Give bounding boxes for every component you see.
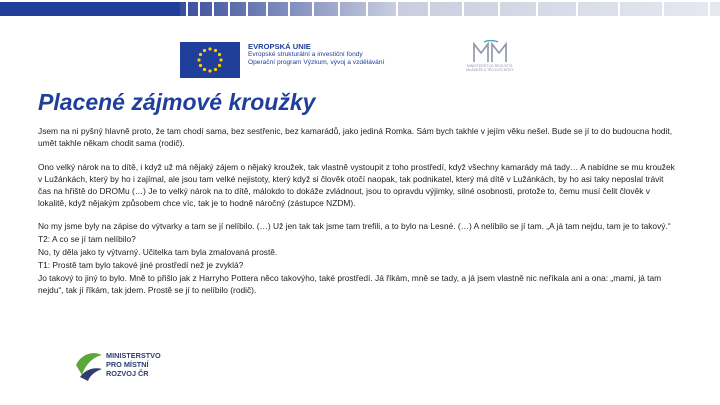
header-logos (180, 38, 520, 78)
ministry-logo (72, 345, 212, 389)
paragraph-1: Jsem na ni pyšný hlavně proto, že tam chodí sama, bez sestřenic, bez kamarádů, jako jediná Romka. Sám bych takhle v jejím věku nešel. Bude se jí to do budoucna hodit, umět takhle někam chodit sama (rodič). (38, 126, 673, 148)
header-decorative-bars (0, 2, 720, 18)
ministry-line1: MINISTERSTVO (106, 351, 161, 360)
eu-line1: Evropské strukturální a investiční fondy (248, 51, 363, 58)
dialogue-block (38, 221, 678, 296)
header-bar-stripes (0, 2, 720, 18)
eu-name: EVROPSKÁ UNIE (248, 42, 311, 51)
eu-logo-text (248, 43, 438, 67)
dialogue-line-2: T2: A co se jí tam nelíbilo? (38, 234, 136, 245)
msmt-logo-text (450, 64, 530, 73)
msmt-line2: MLÁDEŽE A TĚLOVÝCHOVY (466, 68, 514, 73)
msmt-line1: MINISTERSTVO ŠKOLSTVÍ, (466, 64, 514, 68)
slide-body (38, 126, 678, 298)
eu-flag-icon (180, 42, 240, 78)
paragraph-2: Ono velký nárok na to dítě, i když už má nějaký zájem o nějaký kroužek, tak vlastně vystoupit z toho prostředí, když všechny kamarády má tady… A nabídne se mu kroužek v Lužánkách, který by ho i zajímal, ale jsou tam velké nejistoty, který když si člověk otočí naopak, tak podnikatel, který má dítě v Lužánkách, by ho asi taky neposlal trávit čas na hřiště do DROMu (…) Je to velký nárok na to dítě, málokdo to dokáže zvládnout, jsou to opravdu výjimky, silné osobnosti, protože to, čemu musí čelit člověk v lokalitě, když nějakým způsobem chce víc, tak je to hodně náročný (zástupce NZDM). (38, 161, 675, 208)
ministry-line3: ROZVOJ ČR (106, 369, 149, 378)
dialogue-line-3: No, ty děla jako ty výtvarný. Učitelka tam byla zmalovaná prostě. (38, 247, 278, 258)
msmt-logo-icon (448, 40, 538, 64)
ministry-line2: PRO MÍSTNÍ (106, 360, 149, 369)
ministry-logo-text (106, 351, 161, 378)
dialogue-line-1: No my jsme byly na zápise do výtvarky a tam se jí nelíbilo. (…) Už jen tak tak jsme tam trefili, a to bylo na Lesné. (…) A nelíbilo se jí tam. „A já tam nejdu, tam je to takový.“ (38, 221, 671, 232)
ministry-logo-icon (72, 345, 106, 385)
dialogue-line-4: T1: Prostě tam bylo takové jiné prostředí než je zvyklá? (38, 260, 244, 271)
dialogue-line-5: Jo takový to jiný to bylo. Mně to přišlo jak z Harryho Pottera něco takovýho, také prostředí. Já říkám, mně se tady, a já jsem vlastně nic neříkala ani a ona: „mami, já tam nejdu“, tak jí říkám, tak jdem. Prostě se jí to nelíbilo (rodič). (38, 273, 662, 295)
page-title: Placené zájmové kroužky (38, 89, 316, 115)
eu-line2: Operační program Výzkum, vývoj a vzdělávání (248, 59, 385, 66)
